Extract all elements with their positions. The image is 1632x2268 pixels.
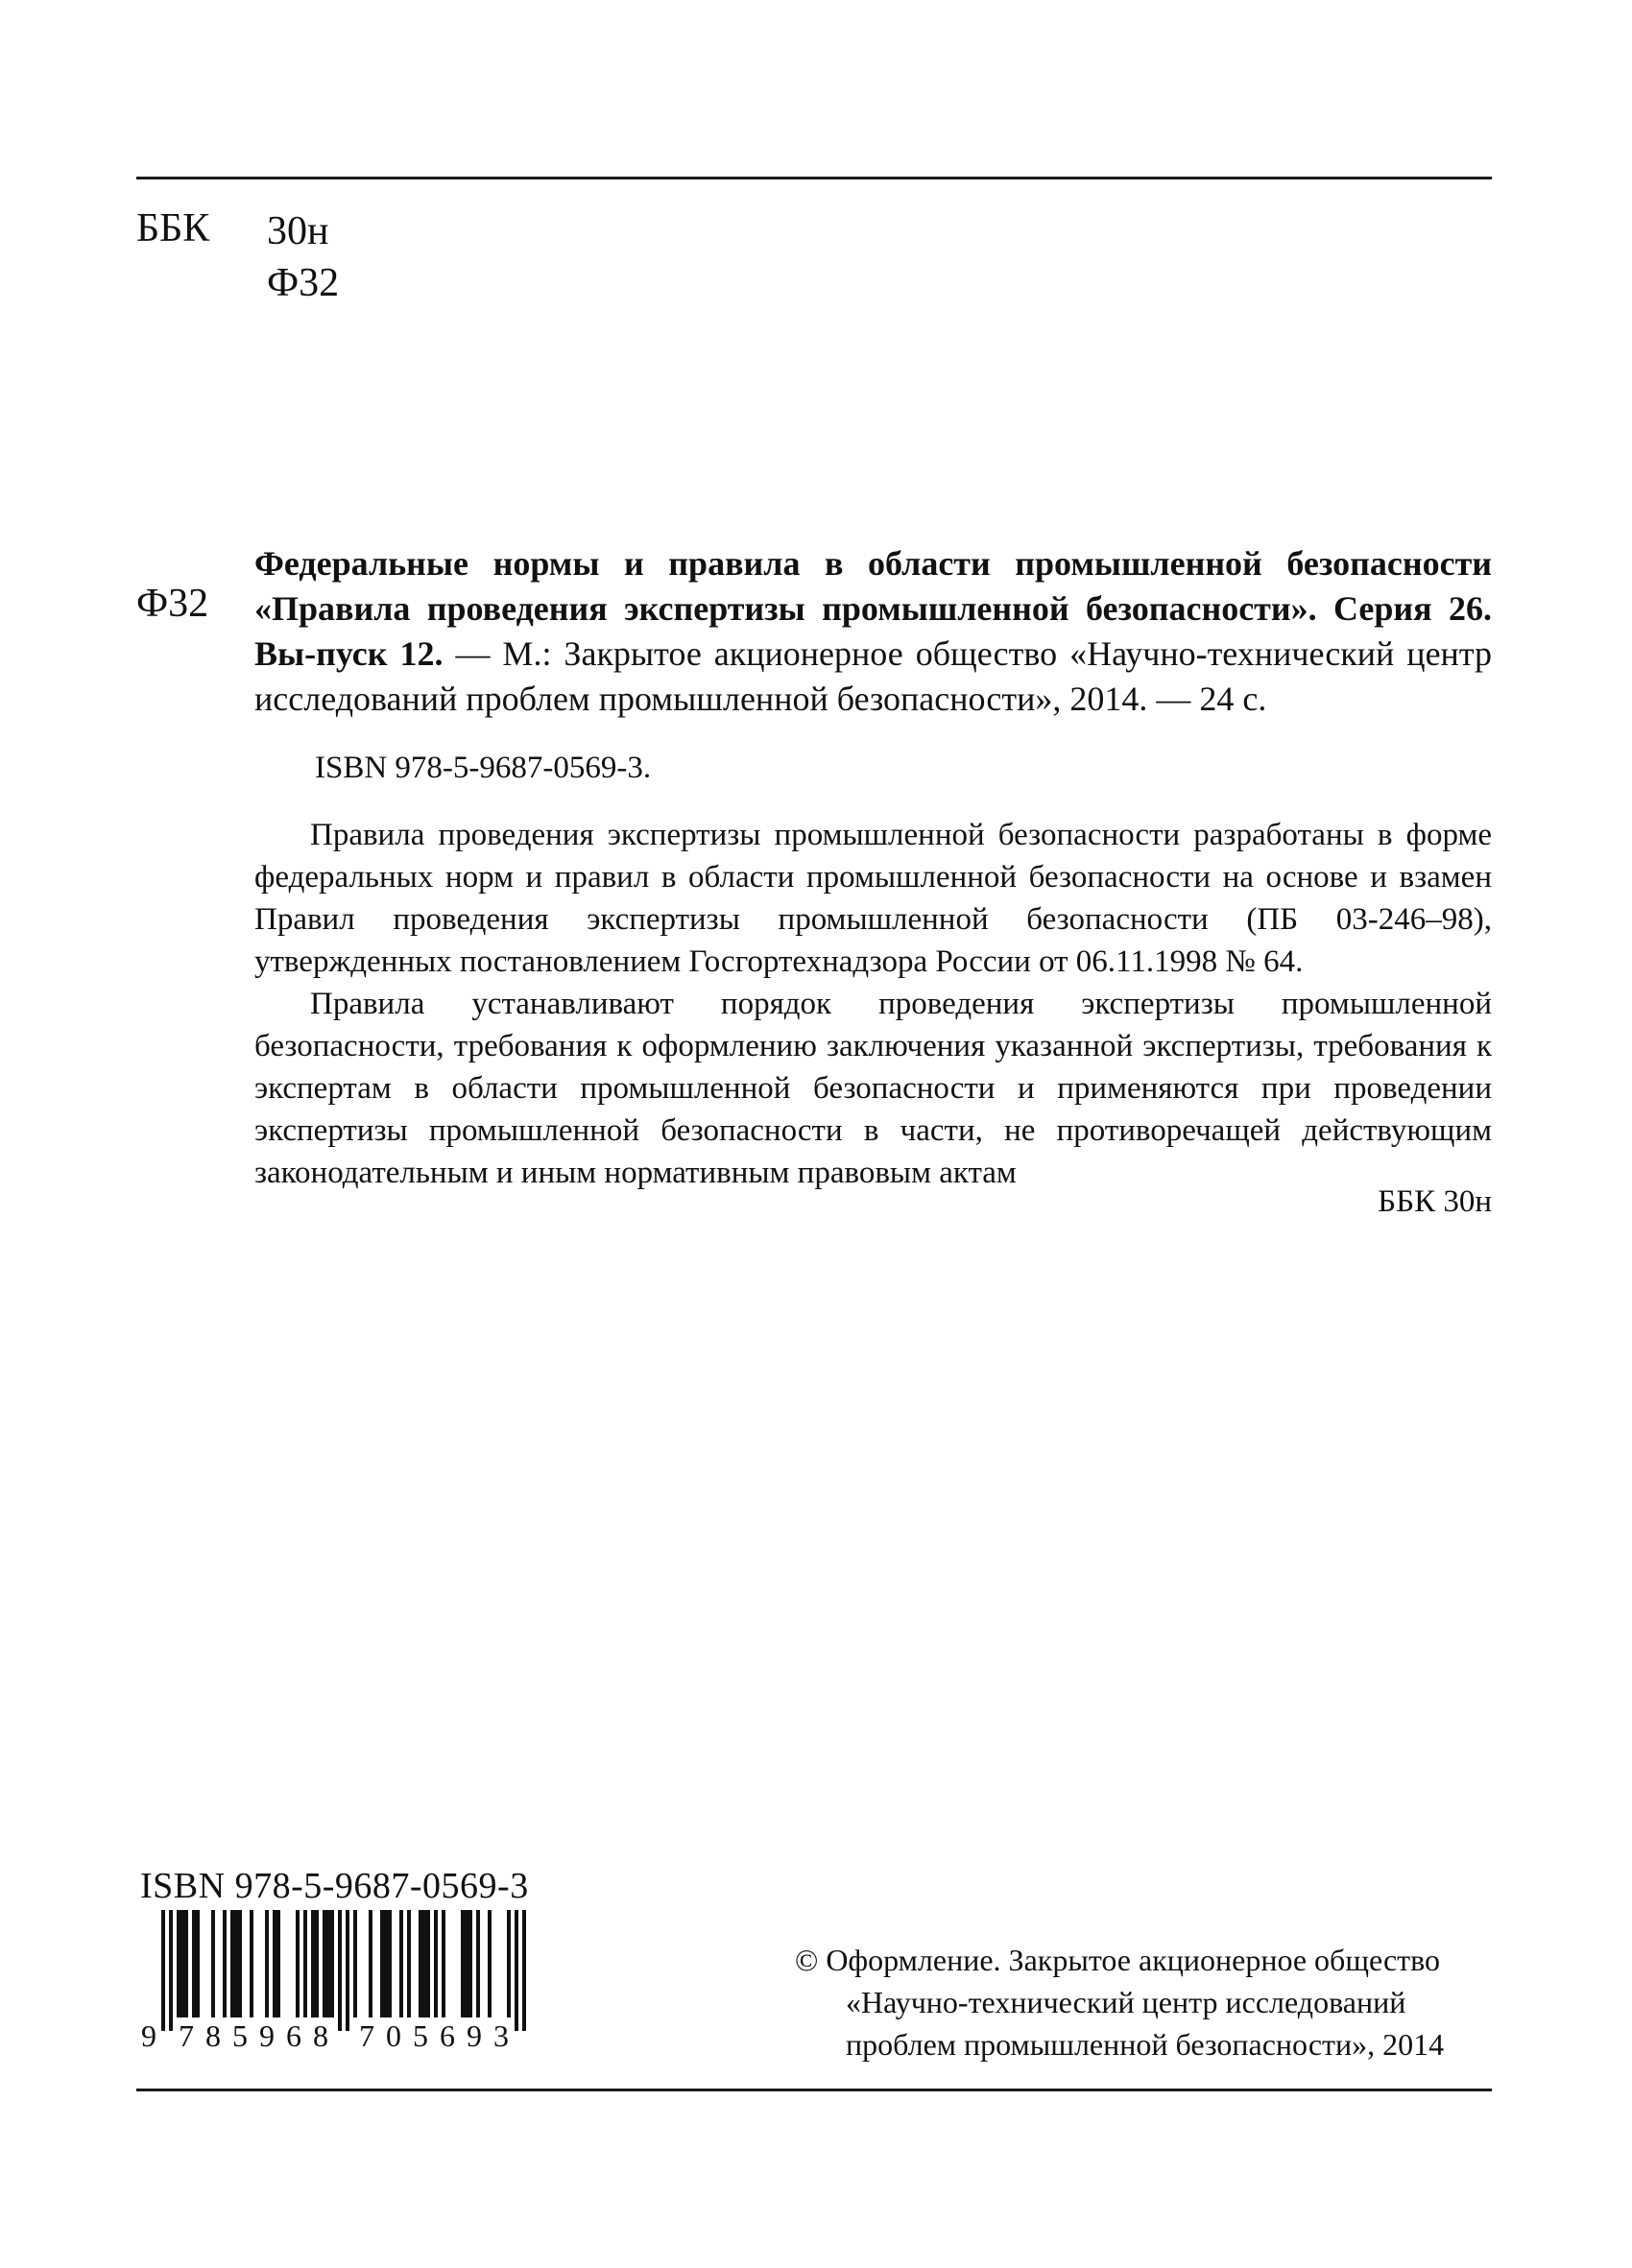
bibliographic-record bbox=[254, 541, 1492, 722]
barcode-bar bbox=[276, 1910, 280, 2017]
barcode-bar bbox=[426, 1910, 430, 2017]
barcode-bar bbox=[196, 1910, 200, 2017]
record-imprint: — М.: Закрытое акционерное общество «Научно-технический центр исследований проблем промышленной безопасности», 2014. — 24 с. bbox=[254, 634, 1492, 718]
barcode-digit: 8 bbox=[205, 2018, 221, 2053]
top-rule bbox=[136, 177, 1492, 179]
barcode-bar bbox=[515, 1910, 518, 2031]
copyright-line: © Оформление. Закрытое акционерное общество bbox=[795, 1943, 1441, 1977]
barcode-digit: 5 bbox=[413, 2018, 428, 2053]
copyright-line: «Научно-технический центр исследований bbox=[846, 1985, 1406, 2019]
barcode-bar bbox=[388, 1910, 392, 2017]
barcode-digit: 7 bbox=[359, 2018, 374, 2053]
barcode-digit: 3 bbox=[493, 2018, 509, 2053]
barcode-bar bbox=[407, 1910, 411, 2017]
barcode-isbn-text: ISBN 978-5-9687-0569-3 bbox=[140, 1866, 529, 1906]
barcode-bar bbox=[326, 1910, 330, 2017]
barcode-digit: 5 bbox=[232, 2018, 248, 2053]
barcode-bar bbox=[384, 1910, 388, 2017]
barcode-bar bbox=[177, 1910, 180, 2017]
barcode-bar bbox=[338, 1910, 342, 2031]
barcode-bar bbox=[230, 1910, 234, 2017]
annotation bbox=[254, 814, 1492, 1194]
barcode-digit: 0 bbox=[386, 2018, 401, 2053]
barcode-bar bbox=[192, 1910, 196, 2017]
barcode-bar bbox=[273, 1910, 276, 2017]
annotation-paragraph: Правила проведения экспертизы промышленной безопасности разработаны в форме федеральных норм и правил в области промышленной безопасности на основе и взамен Правил проведения экспертизы промышленной безопасности (ПБ 03-246–98), утвержденных постановлением Госгортехнадзора России от 06.11.1998 № 64. bbox=[254, 818, 1492, 979]
barcode-bar bbox=[323, 1910, 326, 2017]
barcode-bar bbox=[522, 1910, 526, 2031]
barcode-bar bbox=[303, 1910, 307, 2017]
barcode-digit: 8 bbox=[313, 2018, 328, 2053]
bbk-label: ББК bbox=[136, 206, 210, 251]
bbk-index-right: ББК 30н bbox=[1378, 1184, 1492, 1219]
isbn-line: ISBN 978-5-9687-0569-3. bbox=[315, 751, 652, 785]
record-title: Федеральные нормы и правила в области промышленной безопасности «Правила проведения экспертизы промышленной безопасности». Серия 26. Вы-пуск 12. bbox=[254, 544, 1492, 673]
barcode-bar bbox=[419, 1910, 422, 2017]
barcode-bar bbox=[180, 1910, 184, 2017]
barcode-digit: 9 bbox=[141, 2018, 156, 2053]
barcode-bar bbox=[465, 1910, 468, 2017]
barcode-bar bbox=[223, 1910, 227, 2017]
barcode-bar bbox=[161, 1910, 165, 2031]
barcode-bar bbox=[211, 1910, 215, 2017]
annotation-paragraph: Правила устанавливают порядок проведения экспертизы промышленной безопасности, требования к оформлению заключения указанной экспертизы, требования к экспертам в области промышленной безопасности и применяются при проведении экспертизы промышленной безопасности в части, не противоречащей действующим законодательным и иным нормативным правовым актам bbox=[254, 987, 1492, 1190]
barcode-digit: 7 bbox=[179, 2018, 194, 2053]
barcode-bar bbox=[311, 1910, 315, 2017]
barcode-bar bbox=[422, 1910, 426, 2017]
barcode-bar bbox=[461, 1910, 465, 2017]
barcode-bar bbox=[296, 1910, 300, 2017]
barcode-bar bbox=[434, 1910, 438, 2017]
barcode-bar bbox=[169, 1910, 173, 2031]
barcode-bar bbox=[250, 1910, 253, 2017]
barcode-bar bbox=[330, 1910, 334, 2017]
barcode-bar bbox=[488, 1910, 492, 2017]
barcode-bar bbox=[399, 1910, 403, 2017]
barcode-bar bbox=[234, 1910, 238, 2017]
bbk-codes bbox=[267, 205, 339, 309]
bottom-rule bbox=[136, 2089, 1492, 2091]
barcode-bar bbox=[442, 1910, 445, 2017]
barcode-bar bbox=[468, 1910, 472, 2017]
bbk-code: 30н bbox=[267, 209, 329, 253]
copyright-notice bbox=[795, 1939, 1494, 2065]
barcode-digit: 6 bbox=[440, 2018, 455, 2053]
barcode-digit: 9 bbox=[467, 2018, 482, 2053]
barcode-bar bbox=[315, 1910, 319, 2017]
barcode-bar bbox=[369, 1910, 372, 2017]
barcode-digit: 9 bbox=[259, 2018, 275, 2053]
barcode-bar bbox=[476, 1910, 480, 2017]
author-mark: Ф32 bbox=[136, 582, 209, 626]
barcode-bar bbox=[353, 1910, 357, 2017]
isbn-barcode bbox=[140, 1910, 534, 2054]
barcode-bar bbox=[507, 1910, 511, 2017]
barcode-bar bbox=[238, 1910, 242, 2017]
author-code: Ф32 bbox=[267, 261, 340, 305]
barcode-bar bbox=[346, 1910, 349, 2031]
barcode-bar bbox=[265, 1910, 269, 2017]
copyright-line: проблем промышленной безопасности», 2014 bbox=[846, 2027, 1445, 2062]
barcode-bar bbox=[380, 1910, 384, 2017]
barcode-bar bbox=[184, 1910, 188, 2017]
barcode-digit: 6 bbox=[286, 2018, 301, 2053]
